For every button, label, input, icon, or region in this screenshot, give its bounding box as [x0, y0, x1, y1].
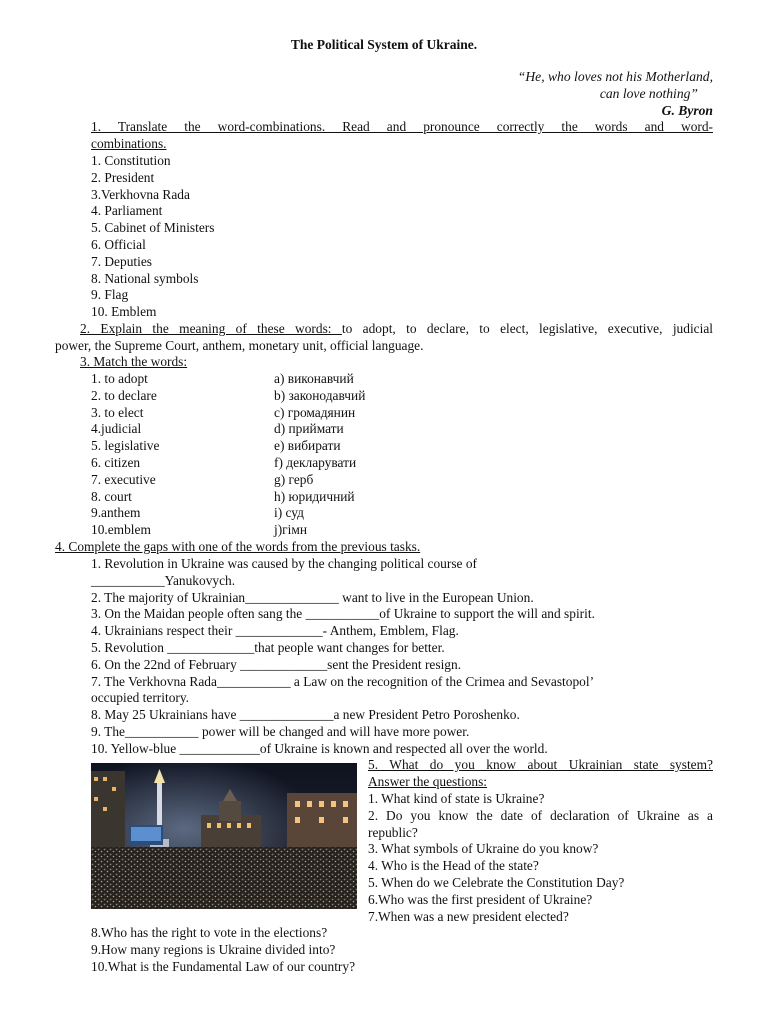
match-left-item: 1. to adopt — [91, 371, 148, 386]
task2-line1 — [80, 321, 713, 338]
question-item: 4. Who is the Head of the state? — [368, 858, 539, 874]
gap-sentence: 5. Revolution _____________that people want changes for better. — [91, 640, 445, 655]
maidan-night-photo — [91, 763, 357, 909]
question-item: 2. Do you know the date of declaration of Ukraine as a — [368, 807, 713, 823]
gap-sentence: 7. The Verkhovna Rada___________ a Law on the recognition of the Crimea and Sevastopol’ — [91, 673, 595, 689]
gap-sentence: 1. Revolution in Ukraine was caused by the changing political course of — [91, 556, 477, 571]
page-title: The Political System of Ukraine. — [290, 37, 478, 52]
question-item: 8.Who has the right to vote in the elections? — [91, 925, 328, 940]
task1-item: 9. Flag — [91, 287, 129, 303]
task2-heading: 2. Explain the meaning of these words: — [80, 321, 342, 336]
question-item: 1. What kind of state is Ukraine? — [368, 791, 545, 806]
task1-item: 3.Verkhovna Rada — [91, 186, 190, 202]
gap-sentence: 10. Yellow-blue ____________of Ukraine is known and respected all over the world. — [91, 740, 548, 756]
task1-heading: 1. Translate the word-combinations. Read and pronounce correctly the words and word- — [91, 119, 713, 134]
gap-sentence: 9. The___________ power will be changed and will have more power. — [91, 724, 470, 739]
match-left-item: 9.anthem — [91, 505, 141, 521]
match-right-item: e) вибирати — [274, 438, 341, 454]
quote-line: “He, who loves not his Motherland, — [517, 69, 713, 84]
match-left-item: 4.judicial — [91, 421, 142, 437]
match-left-item: 2. to declare — [91, 387, 157, 403]
question-item: 7.When was a new president elected? — [368, 908, 569, 924]
task1-item: 4. Parliament — [91, 203, 163, 219]
match-left-item: 6. citizen — [91, 455, 141, 470]
question-item: 6.Who was the first president of Ukraine? — [368, 891, 593, 907]
gap-sentence: 3. On the Maidan people often sang the ___________of Ukraine to support the will and spirit. — [91, 606, 595, 622]
question-item: 3. What symbols of Ukraine do you know? — [368, 841, 599, 857]
task1-item: 5. Cabinet of Ministers — [91, 220, 215, 236]
task2-line2: power, the Supreme Court, anthem, monetary unit, official language. — [55, 338, 424, 353]
question-item: 10.What is the Fundamental Law of our country? — [91, 958, 356, 974]
match-left-item: 8. court — [91, 488, 132, 504]
match-right-item: g) герб — [274, 471, 314, 487]
match-right-item: a) виконавчий — [274, 371, 354, 386]
match-right-item: d) приймати — [274, 421, 344, 437]
task1-item: 7. Deputies — [91, 253, 152, 269]
match-right-item: b) законодавчий — [274, 387, 366, 403]
task2-text: to adopt, to declare, to elect, legislative, executive, judicial — [341, 321, 713, 336]
task3-heading: 3. Match the words: — [80, 354, 188, 369]
gap-sentence: ___________Yanukovych. — [91, 572, 236, 588]
match-left-item: 5. legislative — [91, 438, 160, 454]
match-right-item: h) юридичний — [274, 488, 355, 504]
task1-item: 2. President — [91, 169, 155, 185]
gap-sentence: 8. May 25 Ukrainians have ______________a new President Petro Poroshenko. — [91, 707, 520, 723]
task5-heading: 5. What do you know about Ukrainian state system? — [368, 757, 713, 772]
task5-heading-cont: Answer the questions: — [368, 774, 488, 789]
question-item: 5. When do we Celebrate the Constitution Day? — [368, 875, 625, 890]
epigraph-quote — [518, 68, 713, 119]
question-item: republic? — [368, 824, 418, 840]
gap-sentence: 4. Ukrainians respect their _____________- Anthem, Emblem, Flag. — [91, 623, 459, 639]
gap-sentence: occupied territory. — [91, 690, 190, 706]
match-left-item: 10.emblem — [91, 522, 151, 538]
task1-item: 6. Official — [91, 237, 146, 252]
match-right-item: i) суд — [274, 505, 304, 521]
match-left-item: 3. to elect — [91, 404, 144, 420]
match-left-item: 7. executive — [91, 471, 156, 487]
task1-item: 1. Constitution — [91, 153, 171, 168]
gap-sentence: 6. On the 22nd of February _____________sent the President resign. — [91, 656, 462, 672]
gap-sentence: 2. The majority of Ukrainian______________ want to live in the European Union. — [91, 589, 534, 605]
task1-item: 10. Emblem — [91, 304, 157, 320]
task1-item: 8. National symbols — [91, 270, 199, 286]
task1-heading-cont: combinations. — [91, 136, 167, 151]
photo-illustration — [91, 763, 357, 909]
quote-author: G. Byron — [661, 103, 713, 118]
match-right-item: c) громадянин — [274, 404, 356, 420]
task4-heading: 4. Complete the gaps with one of the words from the previous tasks. — [55, 539, 421, 554]
quote-line: can love nothing” — [599, 86, 698, 101]
match-right-item: f) декларувати — [274, 455, 357, 470]
match-right-item: j)гімн — [274, 522, 308, 538]
question-item: 9.How many regions is Ukraine divided into? — [91, 941, 336, 957]
